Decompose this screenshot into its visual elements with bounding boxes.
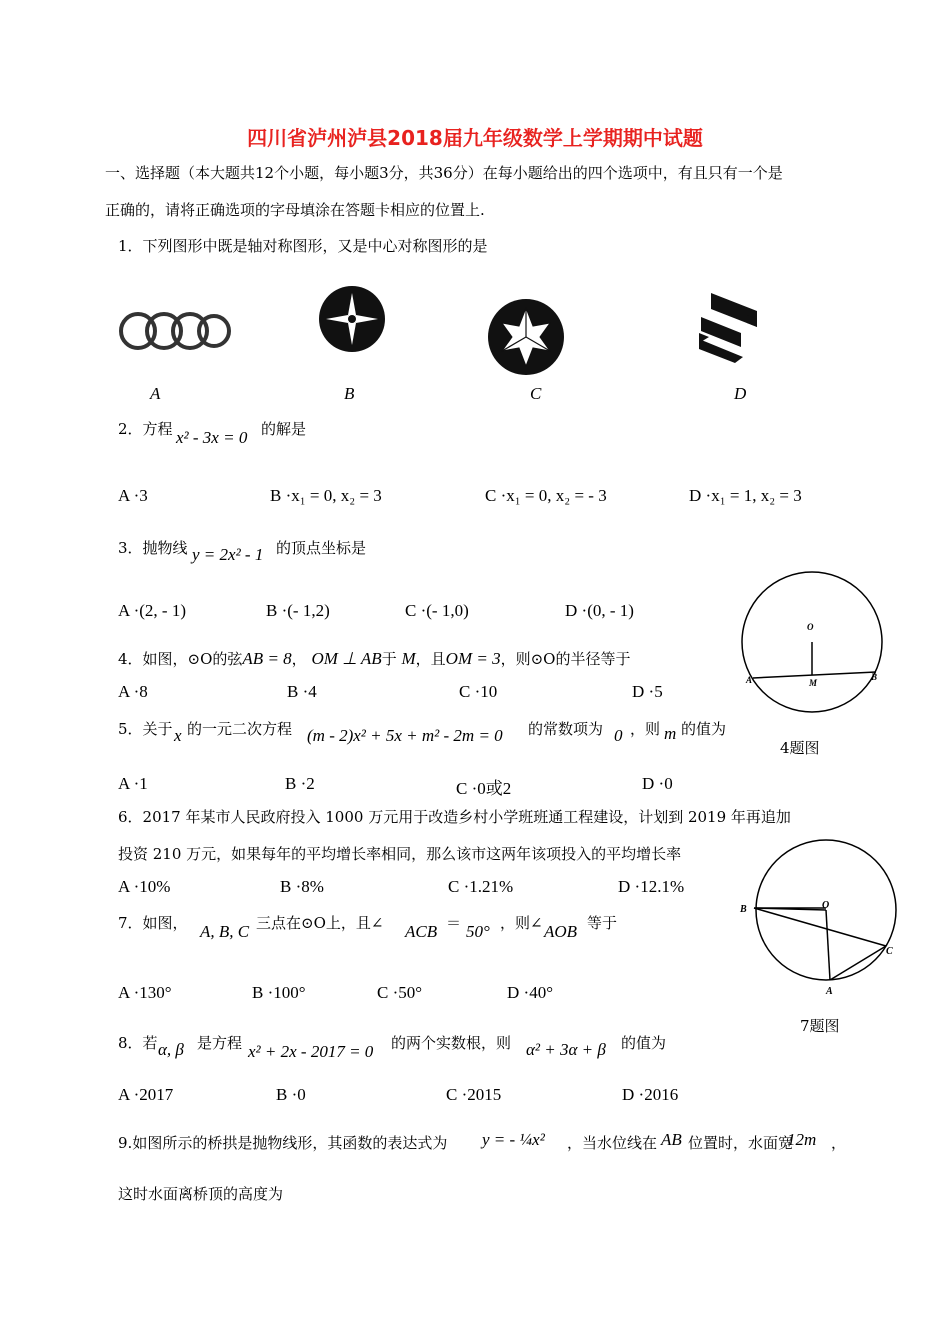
question-9-line2: 这时水面离桥顶的高度为 [118, 1185, 284, 1203]
q9-function: y = - ¼x² [482, 1130, 545, 1149]
q7-option-b[interactable]: B ·100° [252, 983, 306, 1002]
question-8: 8．若 [118, 1034, 158, 1052]
q7-angle-acb: ACB [405, 922, 438, 941]
q3-equation: y = 2x² - 1 [192, 545, 264, 564]
q8-option-b[interactable]: B ·0 [276, 1085, 306, 1104]
q4-option-c[interactable]: C ·10 [459, 682, 498, 701]
q6-option-d[interactable]: D ·12.1% [618, 877, 685, 896]
q7-stem-b: 三点在⊙O上，且∠ [256, 914, 384, 932]
q8-roots: α, β [158, 1040, 184, 1059]
q3-option-b[interactable]: B ·(- 1,2) [266, 601, 330, 620]
label-b: B [871, 672, 878, 682]
q7-figure-caption: 7题图 [800, 1017, 840, 1035]
q7-option-d[interactable]: D ·40° [507, 983, 553, 1002]
q2-option-b[interactable]: B ·x₁ = 0, x₂ = 3 [270, 486, 382, 505]
six-point-star-emblem-image [487, 298, 565, 376]
label-a: A [826, 986, 833, 997]
q7-stem-d: ，则∠ [500, 914, 543, 932]
q4-circle-figure [740, 570, 885, 715]
question-stem: 下列图形中既是轴对称图形，又是中心对称图形的是 [142, 237, 488, 255]
label-b: B [740, 904, 747, 915]
q7-option-a[interactable]: A ·130° [118, 983, 172, 1002]
q6-option-a[interactable]: A ·10% [118, 877, 171, 896]
q5-zero: 0 [614, 726, 623, 745]
q5-stem-c: 的常数项为 [528, 720, 604, 738]
question-4: 4．如图，⊙O的弦AB = 8， OM ⊥ AB于 M，且OM = 3，则⊙O的半径等于 [118, 649, 631, 668]
q4-figure-caption: 4题图 [780, 739, 820, 757]
q9-stem-d: ， [831, 1134, 847, 1152]
q4-option-d[interactable]: D ·5 [632, 682, 663, 701]
label-a: A [746, 675, 753, 685]
q5-option-c[interactable]: C ·0或2 [456, 779, 512, 798]
q7-points: A, B, C [200, 922, 250, 941]
section-instructions-line2: 正确的，请将正确选项的字母填涂在答题卡相应的位置上. [105, 201, 485, 219]
label-o: O [807, 622, 814, 632]
q3-stem-end: 的顶点坐标是 [276, 539, 367, 557]
q5-option-d[interactable]: D ·0 [642, 774, 673, 793]
q2-option-a[interactable]: A ·3 [118, 486, 148, 505]
label-o: O [822, 900, 830, 911]
s-logo-image [697, 293, 759, 363]
olympic-rings-image [118, 305, 230, 365]
q4-option-b[interactable]: B ·4 [287, 682, 317, 701]
q7-equals: ＝ [446, 914, 462, 932]
q8-option-a[interactable]: A ·2017 [118, 1085, 174, 1104]
q5-equation: (m - 2)x² + 5x + m² - 2m = 0 [307, 726, 503, 745]
q7-stem-e: 等于 [587, 914, 618, 932]
q5-stem-b: 的一元二次方程 [187, 720, 293, 738]
q6-option-b[interactable]: B ·8% [280, 877, 324, 896]
q8-stem-c: 的两个实数根，则 [391, 1034, 512, 1052]
question-number: 1． [118, 237, 143, 255]
question-6-line1: 6．2017 年某市人民政府投入 1000 万元用于改造乡村小学班班通工程建设，计划到 2019 年再追加 [118, 808, 791, 826]
question-2: 2．方程 [118, 420, 173, 438]
question-9: 9.如图所示的桥拱是抛物线形，其函数的表达式为 [118, 1134, 448, 1152]
q7-angle-aob: AOB [544, 922, 578, 941]
question-3: 3．抛物线 [118, 539, 188, 557]
question-6-line2: 投资 210 万元，如果每年的平均增长率相同，那么该市这两年该项投入的平均增长率 [118, 845, 682, 863]
q3-option-c[interactable]: C ·(- 1,0) [405, 601, 469, 620]
question-5: 5．关于 [118, 720, 173, 738]
q2-stem-end: 的解是 [261, 420, 307, 438]
q5-option-b[interactable]: B ·2 [285, 774, 315, 793]
q8-stem-b: 是方程 [197, 1034, 243, 1052]
label-c: C [886, 946, 893, 957]
question-7: 7．如图， [118, 914, 188, 932]
q4-option-a[interactable]: A ·8 [118, 682, 148, 701]
q8-expression: α² + 3α + β [526, 1040, 606, 1059]
q8-option-d[interactable]: D ·2016 [622, 1085, 679, 1104]
q9-stem-c: 位置时，水面宽 [688, 1134, 794, 1152]
four-point-star-emblem-image [318, 285, 386, 353]
q5-stem-d: ，则 [630, 720, 661, 738]
question-1 [118, 235, 488, 256]
q2-option-c[interactable]: C ·x₁ = 0, x₂ = - 3 [485, 486, 607, 505]
q9-stem-b: ，当水位线在 [567, 1134, 658, 1152]
q3-option-a[interactable]: A ·(2, - 1) [118, 601, 186, 620]
q8-stem-d: 的值为 [621, 1034, 667, 1052]
q5-var-x: x [174, 726, 182, 745]
q9-ab: AB [661, 1130, 682, 1149]
q7-value: 50° [466, 922, 490, 941]
q8-option-c[interactable]: C ·2015 [446, 1085, 502, 1104]
q6-option-c[interactable]: C ·1.21% [448, 877, 514, 896]
q2-equation: x² - 3x = 0 [176, 428, 248, 447]
q5-stem-e: 的值为 [681, 720, 727, 738]
q1-option-b[interactable]: B [344, 384, 355, 403]
q1-option-a[interactable]: A [150, 384, 161, 403]
q5-option-a[interactable]: A ·1 [118, 774, 148, 793]
q2-option-d[interactable]: D ·x₁ = 1, x₂ = 3 [689, 486, 802, 505]
q3-option-d[interactable]: D ·(0, - 1) [565, 601, 634, 620]
q7-circle-figure [736, 842, 896, 1002]
q1-option-d[interactable]: D [734, 384, 747, 403]
page-title: 四川省泸州泸县2018届九年级数学上学期期中试题 [247, 126, 703, 150]
section-instructions-line1: 一、选择题（本大题共12个小题，每小题3分，共36分）在每小题给出的四个选项中，有且只有一个是 [105, 164, 783, 182]
label-m: M [809, 678, 818, 688]
q8-equation: x² + 2x - 2017 = 0 [248, 1042, 374, 1061]
q9-width: 12m [787, 1130, 817, 1149]
q5-var-m: m [664, 724, 677, 743]
q1-option-c[interactable]: C [530, 384, 542, 403]
q7-option-c[interactable]: C ·50° [377, 983, 423, 1002]
